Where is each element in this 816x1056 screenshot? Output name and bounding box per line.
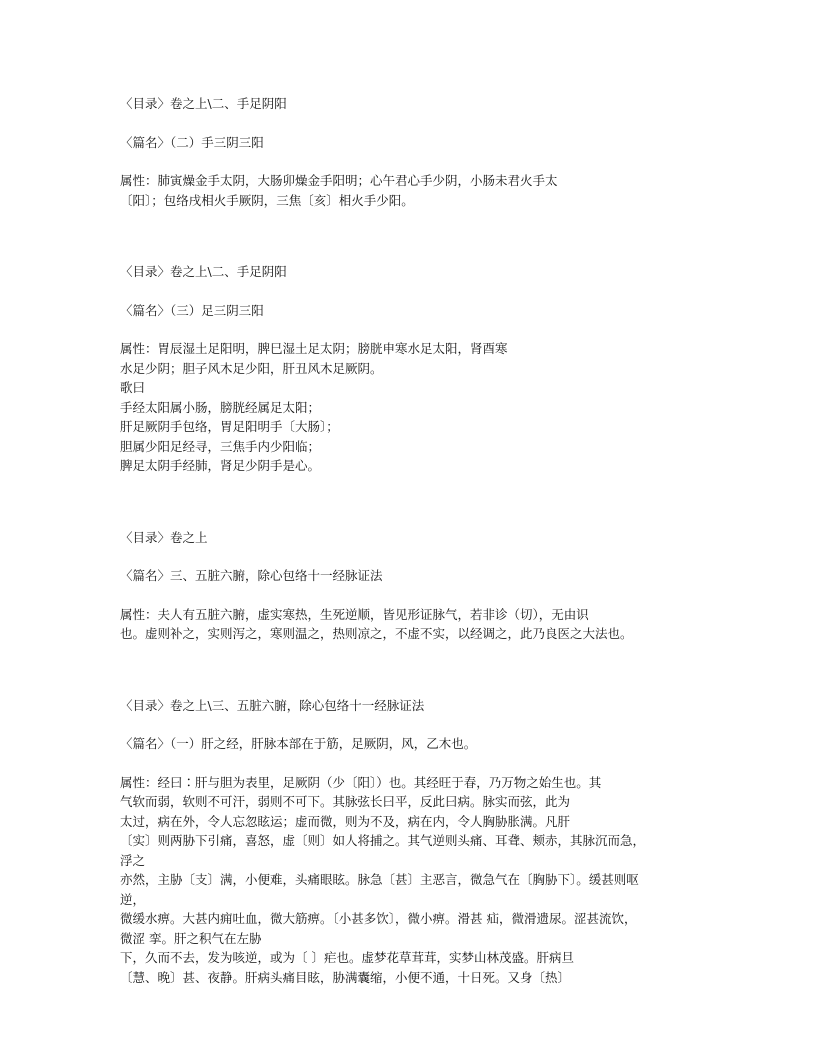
chapter-title: 〈篇名〉（一）肝之经，肝脉本部在于筋，足厥阴，风，乙木也。 [120, 736, 477, 751]
body-line: 属性：肺寅燥金手太阴，大肠卯燥金手阳明；心午君心手少阴，小肠未君火手太 [120, 173, 558, 188]
verse-line: 肝足厥阴手包络，胃足阳明手〔大肠〕； [120, 419, 339, 434]
verse-line: 脾足太阴手经肺，肾足少阴手是心。 [120, 458, 321, 473]
body-line: 微涩 挛。肝之积气在左胁 [120, 930, 262, 946]
verse-line: 手经太阳属小肠，膀胱经属足太阳； [120, 399, 321, 415]
body-line: 属性：胃辰湿土足阳明，脾巳湿土足太阴；膀胱申寒水足太阳，肾酉寒 [120, 341, 508, 356]
song-heading: 歌曰 [120, 380, 146, 395]
section-1 [120, 94, 710, 210]
catalog-entry: 〈目录〉卷之上\二、手足阴阳 [120, 264, 287, 279]
catalog-entry: 〈目录〉卷之上\三、五脏六腑，除心包络十一经脉证法 [120, 697, 425, 713]
chapter-title: 〈篇名〉（二）手三阴三阳 [120, 134, 264, 150]
chapter-title: 〈篇名〉三、五脏六腑，除心包络十一经脉证法 [120, 568, 383, 583]
section-3 [120, 528, 710, 644]
body-line: 浮之 [120, 852, 146, 868]
body-line: 下，久而不去，发为咳逆，或为〔 〕疟也。虚梦花草茸茸，实梦山林茂盛。肝病旦 [120, 950, 574, 965]
document-page [120, 94, 710, 987]
body-line: 气软而弱，软则不可汗，弱则不可下。其脉弦长曰平，反此曰病。脉实而弦，此为 [120, 794, 571, 809]
body-line: 〔实〕则两胁下引痛，喜怒，虚〔则〕如人将捕之。其气逆则头痛、耳聋、颊赤，其脉沉而急， [120, 833, 646, 848]
body-line: 〔慧、晚〕甚、夜静。肝病头痛目眩，胁满囊缩，小便不通，十日死。又身〔热〕 [120, 969, 571, 985]
body-line: 微缓水痹。大甚内痈吐血，微大筋痹。〔小甚多饮〕，微小痹。滑甚 疝，微滑遗尿。涩甚流饮， [120, 911, 637, 926]
body-line: 〔阳〕；包络戌相火手厥阴，三焦〔亥〕相火手少阳。 [120, 192, 414, 208]
section-2 [120, 262, 710, 476]
body-line: 属性：夫人有五脏六腑，虚实寒热，生死逆顺，皆见形证脉气，若非诊（切），无由识 [120, 606, 589, 622]
chapter-title: 〈篇名〉（三）足三阴三阳 [120, 302, 264, 318]
verse-line: 胆属少阳足经寻，三焦手内少阳临； [120, 438, 321, 454]
catalog-entry: 〈目录〉卷之上\二、手足阴阳 [120, 96, 287, 111]
section-4 [120, 696, 710, 988]
body-line: 太过，病在外，令人忘忽眩运；虚而微，则为不及，病在内，令人胸胁胀满。凡肝 [120, 813, 571, 829]
catalog-entry: 〈目录〉卷之上 [120, 529, 208, 545]
body-line: 逆， [120, 891, 146, 907]
body-line: 也。虚则补之，实则泻之，寒则温之，热则凉之，不虚不实，以经调之，此乃良医之大法也。 [120, 626, 633, 641]
body-line: 亦然，主胁〔支〕满，小便难，头痛眼眩。脉急〔甚〕主恶言，微急气在〔胸胁下〕。缓甚则呕 [120, 872, 639, 887]
body-line: 水足少阴；胆子风木足少阳，肝丑风木足厥阴。 [120, 360, 383, 376]
body-line: 属性：经曰∶肝与胆为表里，足厥阴（少〔阳〕）也。其经旺于春，乃万物之始生也。其 [120, 774, 602, 790]
